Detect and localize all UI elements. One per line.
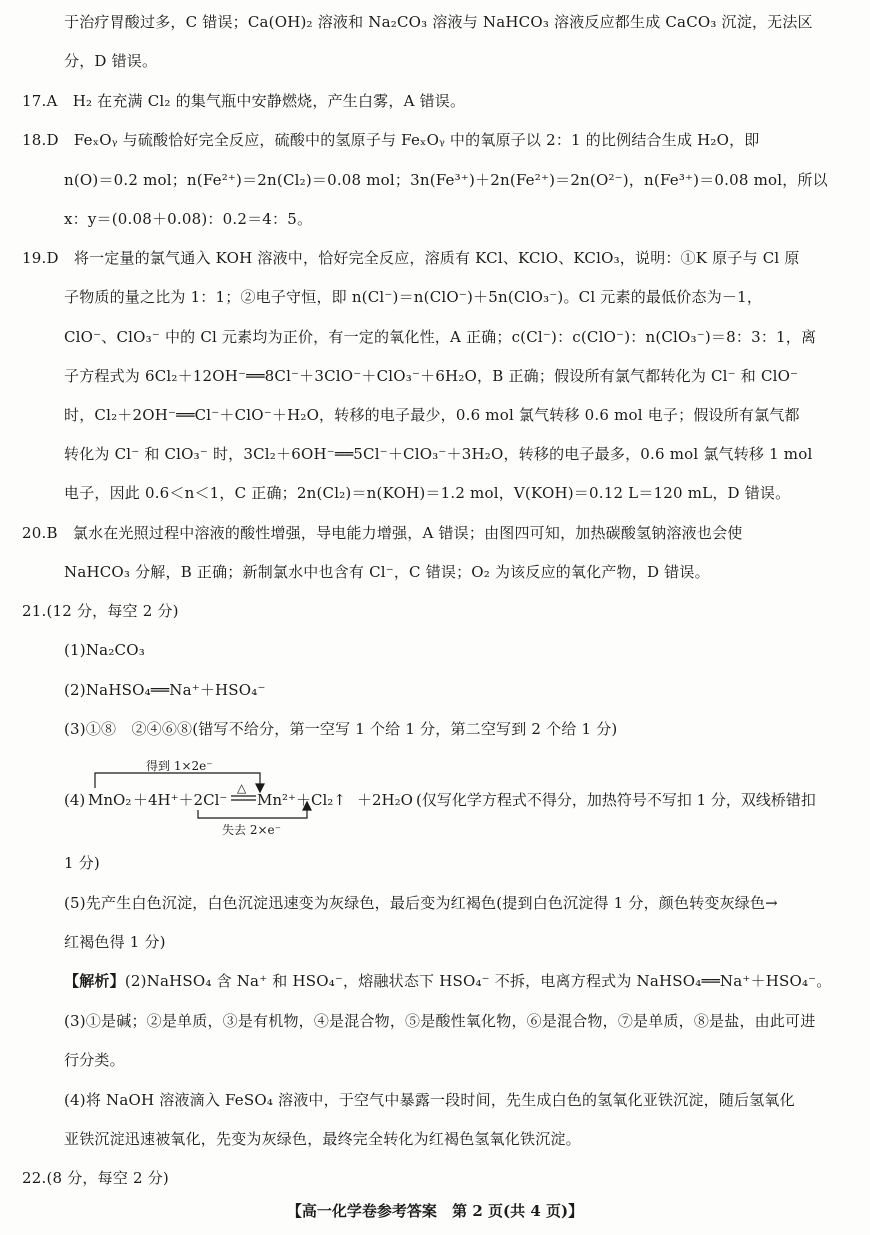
text-line: 电子，因此 0.6＜n＜1，C 正确；2n(Cl₂)＝n(KOH)＝1.2 mol，V(KOH)＝0.12 L＝120 mL，D 错误。 (64, 484, 791, 502)
text-line: 时，Cl₂＋2OH⁻══Cl⁻＋ClO⁻＋H₂O，转移的电子最少，0.6 mol 氯气转移 0.6 mol 电子；假设所有氯气都 (64, 406, 800, 424)
eq-mn-ion: Mn²⁺ (257, 791, 296, 809)
text-line: (3)①是碱；②是单质，③是有机物，④是混合物，⑤是酸性氧化物，⑥是混合物，⑦是单质，⑧是盐，由此可进 (64, 1012, 816, 1030)
footer-title: 【高一化学卷参考答案 (286, 1202, 437, 1220)
lose-bridge-line (198, 808, 307, 818)
text-line: 分，D 错误。 (64, 52, 158, 70)
heat-symbol: △ (237, 781, 247, 795)
eq-prefix: (4) (64, 791, 86, 809)
analysis-tag: 【解析】 (64, 972, 125, 990)
answer-18: 18.D FeₓOᵧ 与硫酸恰好完全反应，硫酸中的氢原子与 FeₓOᵧ 中的氧原子以 2：1 的比例结合生成 H₂O，即 (22, 131, 760, 149)
text-line: 亚铁沉淀迅速被氧化，先变为灰绿色，最终完全转化为红褐色氢氧化铁沉淀。 (64, 1130, 581, 1148)
text-line: 行分类。 (64, 1051, 125, 1069)
eq-mno2: MnO₂ (88, 791, 132, 809)
lose-electrons-label: 失去 2×e⁻ (222, 823, 281, 837)
text-line: (4)将 NaOH 溶液滴入 FeSO₄ 溶液中，于空气中暴露一段时间，先生成白色的氢氧化亚铁沉淀，随后氢氧化 (64, 1091, 795, 1109)
answer-17: 17.A H₂ 在充满 Cl₂ 的集气瓶中安静燃烧，产生白雾，A 错误。 (22, 92, 466, 110)
text-line: (5)先产生白色沉淀，白色沉淀迅速变为灰绿色，最后变为红褐色(提到白色沉淀得 1 分，颜色转变灰绿色→ (64, 894, 778, 912)
text-line: x：y＝(0.08＋0.08)：0.2＝4：5。 (64, 210, 313, 228)
text-line: 于治疗胃酸过多，C 错误；Ca(OH)₂ 溶液和 Na₂CO₃ 溶液与 NaHCO₃ 溶液反应都生成 CaCO₃ 沉淀，无法区 (64, 13, 813, 31)
eq-scoring-note: (仅写化学方程式不得分，加热符号不写扣 1 分，双线桥错扣 (416, 791, 816, 809)
gain-electrons-label: 得到 1×2e⁻ (146, 760, 213, 773)
text-line: 1 分) (64, 854, 100, 872)
analysis-text: (2)NaHSO₄ 含 Na⁺ 和 HSO₄⁻，熔融状态下 HSO₄⁻ 不拆，电离方程式为 NaHSO₄══Na⁺＋HSO₄⁻。 (124, 972, 832, 990)
answer-19: 19.D 将一定量的氯气通入 KOH 溶液中，恰好完全反应，溶质有 KCl、KClO、KClO₃，说明：①K 原子与 Cl 原 (22, 249, 800, 267)
text-line: (2)NaHSO₄══Na⁺＋HSO₄⁻ (64, 681, 266, 699)
answer-21-header: 21.(12 分，每空 2 分) (22, 602, 179, 620)
eq-reactants: ＋4H⁺＋2Cl⁻ (133, 791, 228, 809)
text-line: 转化为 Cl⁻ 和 ClO₃⁻ 时，3Cl₂＋6OH⁻══5Cl⁻＋ClO₃⁻＋3H₂O，转移的电子最多，0.6 mol 氯气转移 1 mol (64, 445, 813, 463)
analysis-line (0, 971, 870, 991)
text-line: NaHCO₃ 分解，B 正确；新制氯水中也含有 Cl⁻，C 错误；O₂ 为该反应的氧化产物，D 错误。 (64, 563, 710, 581)
text-line: ClO⁻、ClO₃⁻ 中的 Cl 元素均为正价，有一定的氧化性，A 正确；c(Cl⁻)：c(ClO⁻)：n(ClO₃⁻)＝8：3：1，离 (64, 328, 817, 346)
answer-20: 20.B 氯水在光照过程中溶液的酸性增强，导电能力增强，A 错误；由图四可知，加热碳酸氢钠溶液也会使 (22, 524, 743, 542)
text-line: 红褐色得 1 分) (64, 933, 166, 951)
eq-chlorine: ＋Cl₂↑ (296, 791, 346, 809)
text-line: 子物质的量之比为 1：1；②电子守恒，即 n(Cl⁻)＝n(ClO⁻)＋5n(ClO₃⁻)。Cl 元素的最低价态为－1， (64, 288, 763, 306)
footer-page-number: 第 2 页(共 4 页)】 (452, 1202, 584, 1220)
text-line: (1)Na₂CO₃ (64, 641, 145, 659)
text-line: (3)①⑧ ②④⑥⑧(错写不给分，第一空写 1 个给 1 分，第二空写到 2 个给 1 分) (64, 720, 618, 738)
text-line: 子方程式为 6Cl₂＋12OH⁻══8Cl⁻＋3ClO⁻＋ClO₃⁻＋6H₂O，B 正确；假设所有氯气都转化为 Cl⁻ 和 ClO⁻ (64, 367, 799, 385)
gain-bridge-line (95, 773, 260, 788)
text-line: n(O)＝0.2 mol；n(Fe²⁺)＝2n(Cl₂)＝0.08 mol；3n(Fe³⁺)＋2n(Fe²⁺)＝2n(O²⁻)，n(Fe³⁺)＝0.08 mol，所以 (64, 171, 828, 189)
answer-22-header: 22.(8 分，每空 2 分) (22, 1169, 169, 1187)
eq-water: ＋2H₂O (357, 791, 413, 809)
page-footer (0, 1201, 870, 1221)
double-bridge-equation (0, 760, 870, 840)
